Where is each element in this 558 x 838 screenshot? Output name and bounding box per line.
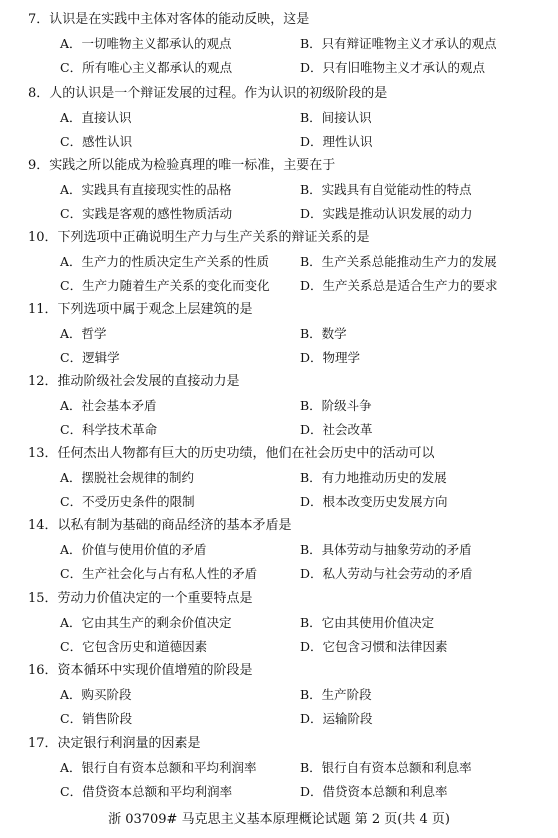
question-stem: 9．实践之所以能成为检验真理的唯一标准，主要在于	[28, 158, 336, 173]
option-d: D．私人劳动与社会劳动的矛盾	[300, 566, 473, 581]
option-c: C．感性认识	[60, 134, 133, 149]
option-d: D．运输阶段	[300, 711, 373, 726]
option-a: A．社会基本矛盾	[60, 398, 157, 413]
option-b: B．银行自有资本总额和利息率	[300, 760, 472, 775]
option-b: B．数学	[300, 326, 347, 341]
question-stem: 7．认识是在实践中主体对客体的能动反映，这是	[28, 12, 310, 27]
option-a: A．实践具有直接现实性的品格	[60, 182, 232, 197]
option-b: B．它由其使用价值决定	[300, 615, 435, 630]
option-c: C．借贷资本总额和平均利润率	[60, 784, 233, 799]
option-c: C．所有唯心主义都承认的观点	[60, 60, 233, 75]
question-stem: 13．任何杰出人物都有巨大的历史功绩，他们在社会历史中的活动可以	[28, 446, 435, 461]
option-b: B．生产关系总能推动生产力的发展	[300, 254, 497, 269]
option-c: C．销售阶段	[60, 711, 133, 726]
option-b: B．有力地推动历史的发展	[300, 470, 447, 485]
option-c: C．实践是客观的感性物质活动	[60, 206, 233, 221]
question-stem: 17．决定银行利润量的因素是	[28, 736, 201, 751]
question-stem: 11．下列选项中属于观念上层建筑的是	[28, 302, 253, 317]
question-stem: 16．资本循环中实现价值增殖的阶段是	[28, 663, 253, 678]
option-c: C．不受历史条件的限制	[60, 494, 195, 509]
option-d: D．生产关系总是适合生产力的要求	[300, 278, 498, 293]
option-d: D．只有旧唯物主义才承认的观点	[300, 60, 486, 75]
question-stem: 8．人的认识是一个辩证发展的过程。作为认识的初级阶段的是	[28, 86, 388, 101]
option-c: C．它包含历史和道德因素	[60, 639, 208, 654]
option-b: B．实践具有自觉能动性的特点	[300, 182, 472, 197]
question-stem: 14．以私有制为基础的商品经济的基本矛盾是	[28, 518, 292, 533]
option-b: B．只有辩证唯物主义才承认的观点	[300, 36, 497, 51]
option-b: B．间接认识	[300, 110, 372, 125]
question-stem: 10．下列选项中正确说明生产力与生产关系的辩证关系的是	[28, 230, 370, 245]
option-b: B．生产阶段	[300, 687, 372, 702]
option-a: A．直接认识	[60, 110, 132, 125]
option-c: C．生产力随着生产关系的变化而变化	[60, 278, 270, 293]
option-a: A．一切唯物主义都承认的观点	[60, 36, 232, 51]
question-stem: 15．劳动力价值决定的一个重要特点是	[28, 591, 253, 606]
option-a: A．银行自有资本总额和平均利润率	[60, 760, 257, 775]
option-a: A．价值与使用价值的矛盾	[60, 542, 207, 557]
option-d: D．根本改变历史发展方向	[300, 494, 448, 509]
option-d: D．实践是推动认识发展的动力	[300, 206, 473, 221]
option-c: C．科学技术革命	[60, 422, 158, 437]
option-d: D．借贷资本总额和利息率	[300, 784, 448, 799]
question-stem: 12．推动阶级社会发展的直接动力是	[28, 374, 240, 389]
option-c: C．逻辑学	[60, 350, 120, 365]
option-d: D．物理学	[300, 350, 361, 365]
option-a: A．摆脱社会规律的制约	[60, 470, 195, 485]
page-footer: 浙 03709# 马克思主义基本原理概论试题 第 2 页(共 4 页)	[108, 812, 450, 827]
option-a: A．生产力的性质决定生产关系的性质	[60, 254, 270, 269]
option-a: A．购买阶段	[60, 687, 132, 702]
option-c: C．生产社会化与占有私人性的矛盾	[60, 566, 258, 581]
option-d: D．社会改革	[300, 422, 373, 437]
option-b: B．阶级斗争	[300, 398, 372, 413]
option-d: D．理性认识	[300, 134, 373, 149]
option-a: A．它由其生产的剩余价值决定	[60, 615, 232, 630]
option-b: B．具体劳动与抽象劳动的矛盾	[300, 542, 472, 557]
option-a: A．哲学	[60, 326, 107, 341]
option-d: D．它包含习惯和法律因素	[300, 639, 448, 654]
